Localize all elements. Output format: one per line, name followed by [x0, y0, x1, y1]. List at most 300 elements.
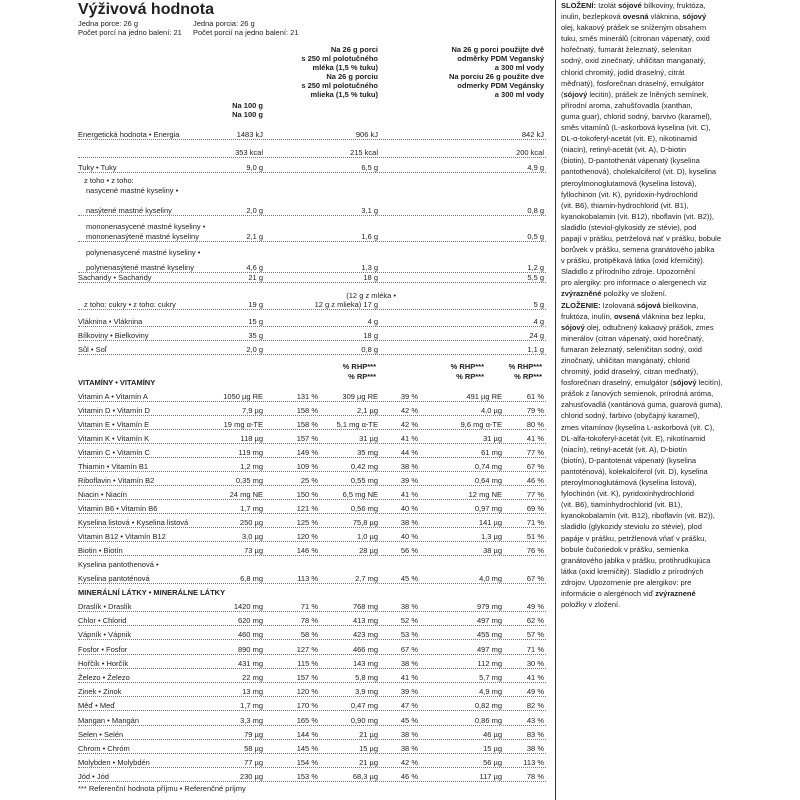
value-milk: (12 g z mléka • [346, 291, 396, 300]
percent-water: 67 % [526, 462, 544, 471]
value-per100: 2,0 g [246, 345, 263, 354]
value-milk: 0,42 mg [350, 462, 378, 471]
value-milk: 1,0 µg [356, 532, 378, 541]
value-milk: 6,5 g [361, 163, 378, 172]
percent-per100: 58 % [300, 630, 318, 640]
nutrition-row [78, 222, 546, 232]
header-water-line: odměrky PDM Veganský [457, 54, 544, 63]
value-milk: 3,9 mg [355, 687, 378, 697]
header-milk-line: Na 26 g porci [330, 45, 378, 54]
row-label: Bílkoviny • Bielkoviny [78, 331, 149, 340]
value-water: 12 mg NE [468, 490, 502, 499]
value-water: 141 µg [478, 518, 502, 527]
count-cz: Počet porcí na jedno balení: 21 [78, 28, 182, 37]
ingredients-line: olej, kakaový prášek se sníženým obsahem [561, 23, 707, 33]
page-title: Výživová hodnota [78, 1, 215, 18]
ingredients-line: pro alergiky: pro informace o alergenech viz [561, 278, 707, 288]
percent-per100: 153 % [296, 772, 318, 782]
percent-milk: 47 % [400, 701, 418, 711]
allergen-highlight: sójový [682, 12, 707, 22]
value-per100: 9,0 g [246, 163, 263, 172]
percent-per100: 109 % [296, 462, 318, 471]
percent-milk: 53 % [400, 630, 418, 640]
header-milk-line: mléka (1,5 % tuku) [312, 63, 378, 72]
percent-per100: 157 % [296, 434, 318, 443]
percent-per100: 144 % [296, 729, 318, 739]
value-water: 112 mg [477, 658, 502, 668]
header-water-line: odmerky PDM Vegánsky [457, 81, 544, 90]
value-per100: 21 g [248, 273, 263, 282]
rhp-header-per100: % RHP*** [508, 362, 542, 371]
value-per100: 1483 kJ [236, 130, 263, 139]
value-per100: 19 g [248, 300, 263, 309]
value-milk: 12 g z mlieka) 17 g [314, 300, 378, 309]
value-per100: 1,2 mg [240, 462, 263, 471]
value-per100: 890 mg [237, 644, 263, 654]
percent-milk: 41 % [400, 434, 418, 443]
rhp-header-water: % RHP*** [450, 362, 484, 371]
percent-milk: 38 % [400, 518, 418, 527]
row-label: Sacharidy • Sacharidy [78, 273, 152, 282]
percent-water: 71 % [526, 644, 544, 654]
rp-header-milk: % RP*** [348, 372, 376, 381]
percent-water: 80 % [526, 420, 544, 429]
percent-water: 71 % [526, 518, 544, 527]
value-water: 117 µg [479, 772, 502, 782]
ingredients-line: bobule čučoriedok v prášku, semienka [561, 544, 689, 554]
ingredients-line: pteroylmonoglutámová (kyselina listová), [561, 478, 697, 488]
value-milk: 6,5 mg NE [342, 490, 378, 499]
row-label: Mangan • Mangán [78, 715, 139, 725]
ingredients-sk [561, 300, 725, 611]
ingredients-line: kyanokobalamín (vit. B12), riboflavín (vit. B2)), [561, 511, 715, 521]
percent-per100: 125 % [296, 518, 318, 527]
value-water: 0,8 g [527, 206, 544, 215]
value-per100: 58 µg [244, 744, 263, 753]
vitamin-row [78, 574, 546, 584]
value-water: 455 mg [476, 630, 502, 640]
percent-per100: 158 % [296, 420, 318, 429]
value-per100: 431 mg [237, 658, 263, 668]
minerals-heading-label: MINERÁLNÍ LÁTKY • MINERÁLNE LÁTKY [78, 588, 226, 597]
row-label: nasycené mastné kyseliny • [86, 186, 179, 195]
value-water: 1,2 g [527, 263, 544, 272]
rp-header-per100: % RP*** [514, 372, 542, 381]
value-milk: 21 µg [359, 729, 378, 739]
ingredients-line: SLOŽENÍ: Izolát sójové bílkoviny, fruktóza, [561, 1, 706, 10]
value-per100: 1,7 mg [240, 701, 263, 711]
value-per100: 22 mg [242, 673, 263, 682]
row-label: Vitamin D • Vitamín D [78, 406, 150, 415]
ingredients-line: pantoténová), kolekalciferol (vit. D), kyselina [561, 466, 708, 476]
vitamin-row [78, 532, 546, 542]
percent-water: 46 % [526, 476, 544, 485]
value-milk: 75,8 µg [352, 518, 378, 527]
percent-water: 83 % [526, 729, 544, 739]
header-per100-cz: Na 100 g [232, 101, 263, 110]
row-label: polynenasycené mastné kyseliny • [86, 248, 201, 257]
mineral-row [78, 701, 546, 711]
ingredients-line: chromitý, jodid draselný, citran meďnatý), [561, 367, 699, 377]
value-per100: 24 mg NE [229, 490, 263, 499]
percent-water: 76 % [526, 546, 544, 555]
value-water: 5,5 g [527, 273, 544, 282]
percent-water: 51 % [526, 532, 544, 541]
vitamin-row [78, 462, 546, 472]
mineral-row [78, 772, 546, 782]
mineral-row [78, 744, 546, 754]
ingredients-line: zinočnatý, uhličitan mangánatý, chlorid [561, 356, 690, 365]
ingredients-line: kyanokobalamin (vit. B12), riboflavin (vit. B2)), [561, 211, 714, 221]
value-water: 4,0 mg [479, 574, 502, 583]
percent-milk: 40 % [400, 504, 418, 513]
percent-per100: 115 % [297, 658, 318, 668]
row-label: Vitamin K • Vitamín K [78, 434, 150, 443]
value-water: 497 mg [476, 616, 502, 626]
portion-sk: Jedna porcia: 26 g [193, 19, 255, 28]
vitamin-row [78, 420, 546, 430]
allergen-highlight: zvýraznené [655, 588, 696, 598]
percent-per100: 127 % [296, 644, 318, 654]
value-per100: 15 g [248, 317, 263, 326]
allergen-highlight: sójový [672, 378, 697, 388]
value-per100: 1050 µg RE [223, 392, 263, 401]
ingredients-line: informácie o alergénoch viď zvýraznené [561, 588, 696, 598]
value-milk: 215 kcal [350, 148, 378, 157]
row-label: Chlor • Chlorid [78, 616, 127, 626]
ingredients-line: zdrojov. Upozornenie pre alergikov: pre [561, 577, 692, 587]
ingredients-line: položky v zložení. [561, 600, 621, 610]
ingredients-line: zahusťovadlá (xantánová guma, guarová guma), [561, 400, 723, 410]
value-per100: 77 µg [244, 758, 263, 768]
ingredients-line: fosforečnan draselný, emulgátor (sójový lecitín), [561, 378, 723, 388]
row-label: Draslík • Draslík [78, 602, 132, 611]
value-water: 4,9 g [527, 163, 544, 172]
value-water: 24 g [529, 331, 544, 340]
ingredients-line: zvýrazněné položky ve složení. [561, 289, 667, 299]
ingredients-line: (biotín), D-pantotenát vápenatý (kyselina [561, 455, 697, 465]
header-water [449, 45, 544, 99]
mineral-row [78, 673, 546, 683]
nutrition-row [78, 300, 546, 310]
value-milk: 15 µg [359, 744, 378, 753]
value-per100: 620 mg [237, 616, 263, 626]
row-label: Selen • Selén [78, 729, 124, 739]
vitamin-row [78, 518, 546, 528]
value-milk: 768 mg [352, 602, 378, 611]
row-label: Chrom • Chróm [78, 744, 130, 753]
ingredients-line: v prášku, protipěkavá látka (oxid křemičitý). [561, 256, 705, 266]
percent-milk: 56 % [400, 546, 418, 555]
percent-per100: 120 % [296, 532, 318, 541]
ingredients-line: DL-α-tokoferyl-acetát (vit. E), nikotinamid [561, 134, 698, 144]
ingredients-line: guma guar), chlorid sodný, barvivo (karamel), [561, 111, 712, 121]
value-per100: 35 g [248, 331, 263, 340]
ingredients-line: DL-alfa-tokoferyl-acetát (vit. E), nikotínamid [561, 433, 706, 443]
percent-water: 49 % [526, 687, 544, 697]
ingredients-line: prášok z ľanových semienok, prírodná aróma, [561, 389, 714, 399]
ingredients-line: borůvek v prášku, semena granátového jablka [561, 245, 715, 255]
header-per100 [232, 101, 263, 119]
vitamin-row [78, 546, 546, 556]
row-label: Zinek • Zinok [78, 687, 122, 697]
allergen-highlight: zvýrazněné [561, 289, 602, 299]
nutrition-row [78, 163, 546, 173]
value-milk: 0,47 mg [350, 701, 378, 711]
ingredients-line: zmes vitamínov (kyselina L-askorbová (vit. C), [561, 422, 715, 432]
ingredients-line: Sladidlo z přírodního zdroje. Upozornění [561, 267, 696, 277]
nutrition-row [78, 317, 546, 327]
value-milk: 2,1 µg [356, 406, 378, 415]
count-sk: Počet porcií na jedno balení: 21 [193, 28, 299, 37]
value-per100: 79 µg [244, 729, 263, 739]
row-label: nasýtené mastné kyseliny [86, 206, 172, 215]
portion-cz: Jedna porce: 26 g [78, 19, 139, 28]
row-label: Železo • Železo [78, 673, 130, 682]
header-water-line: Na porciu 26 g použite dve [448, 72, 544, 81]
allergen-highlight: SLOŽENÍ: [561, 1, 596, 10]
allergen-highlight: ZLOŽENIE: [561, 300, 601, 310]
row-label: Sůl • Soľ [78, 345, 107, 354]
vitamin-row [78, 406, 546, 416]
row-label: Fosfor • Fosfor [78, 644, 128, 654]
value-water: 56 µg [483, 758, 502, 768]
percent-milk: 46 % [400, 772, 418, 782]
ingredients-cz [561, 0, 725, 300]
vitamin-row [78, 504, 546, 514]
ingredients-line: fumaran železnatý, seleničitan sodný, oxid [561, 344, 702, 354]
vitamin-row [78, 448, 546, 458]
percent-per100: 170 % [296, 701, 318, 711]
row-label: Kyselina listová • Kyselina listová [78, 518, 189, 527]
ingredients-line: směs vitamínů (L-askorbová kyselina (vit. C), [561, 123, 711, 133]
value-milk: 413 mg [352, 616, 378, 626]
rp-header-water: % RP*** [456, 372, 484, 381]
percent-per100: 113 % [297, 574, 318, 583]
value-water: 5,7 mg [479, 673, 502, 682]
row-label: Vláknina • Vláknina [78, 317, 143, 326]
value-per100: 2,1 g [246, 232, 263, 241]
vitamin-row [78, 476, 546, 486]
row-label: Tuky • Tuky [78, 163, 117, 172]
ingredients-line: sladidlo (glykozidy steviolu zo stévie), plod [561, 522, 702, 532]
row-label: Energetická hodnota • Energia [78, 130, 180, 139]
value-water: 200 kcal [516, 148, 544, 157]
mineral-row [78, 630, 546, 640]
ingredients-line: sladidlo (steviol-glykosidy ze stévie), pod [561, 222, 697, 232]
value-per100: 6,8 mg [240, 574, 263, 583]
row-label: mononenasycené mastné kyseliny • [86, 222, 206, 231]
value-water: 1,3 µg [480, 532, 502, 541]
row-label: Niacin • Niacín [78, 490, 127, 499]
row-label: Jód • Jód [78, 772, 109, 782]
ingredients-line: fyllochinon (vit. K), pyridoxin-hydrochlorid [561, 189, 698, 199]
percent-milk: 42 % [400, 420, 418, 429]
ingredients-line: (vit. B6), thiamin-hydrochlorid (vit. B1), [561, 200, 689, 210]
nutrition-row [78, 331, 546, 341]
ingredients-line: fruktóza, inulín, ovsená vláknina bez lepku, [561, 311, 706, 321]
percent-per100: 71 % [300, 602, 318, 611]
row-label: Vitamin A • Vitamín A [78, 392, 148, 401]
vitamin-row [78, 490, 546, 500]
percent-per100: 120 % [296, 687, 318, 697]
header-milk-line: mlieka (1,5 % tuku) [310, 90, 378, 99]
value-water: 0,97 mg [474, 504, 502, 513]
ingredients-line: (sójový lecitin), prášek ze lněných semínek, [561, 89, 709, 99]
nutrition-row [78, 345, 546, 355]
value-water: 842 kJ [521, 130, 544, 139]
mineral-row [78, 616, 546, 626]
value-milk: 309 µg RE [342, 392, 378, 401]
mineral-row [78, 659, 546, 669]
row-label: Měď • Meď [78, 701, 115, 711]
header-water-line: Na 26 g porci použijte dvě [451, 45, 544, 54]
value-milk: 466 mg [352, 644, 378, 654]
nutrition-row [78, 248, 546, 258]
row-label: polynenasýtené mastné kyseliny [86, 263, 194, 272]
percent-milk: 39 % [400, 476, 418, 485]
value-per100: 1420 mg [233, 602, 263, 611]
percent-water: 41 % [526, 673, 544, 682]
header-per100-sk: Na 100 g [232, 110, 263, 119]
value-milk: 0,56 mg [350, 504, 378, 513]
percent-water: 69 % [526, 504, 544, 513]
percent-milk: 52 % [400, 616, 418, 626]
percent-water: 57 % [526, 630, 544, 640]
value-per100: 13 mg [242, 687, 263, 697]
percent-water: 62 % [526, 616, 544, 626]
footnote: *** Referenční hodnota příjmu • Referenčné príjmy [78, 784, 246, 793]
value-water: 1,1 g [527, 345, 544, 354]
percent-per100: 157 % [296, 673, 318, 682]
percent-water: 41 % [526, 434, 544, 443]
ingredients-line: hořečnatý, fumarát železnatý, selenitan [561, 45, 692, 55]
percent-milk: 42 % [400, 406, 418, 415]
value-milk: 31 µg [359, 434, 378, 443]
percent-milk: 39 % [400, 687, 418, 697]
value-milk: 1,3 g [361, 263, 378, 272]
nutrition-row [78, 273, 546, 283]
ingredients-line: inulin, bezlepková ovesná vláknina, sójový [561, 12, 707, 22]
ingredients-line: měďnatý), fosforečnan draselný, emulgátor [561, 78, 705, 88]
percent-water: 79 % [526, 406, 544, 415]
nutrition-row [78, 232, 546, 242]
value-water: 4,9 mg [479, 687, 502, 697]
value-milk: 0,8 g [361, 345, 378, 354]
percent-milk: 38 % [400, 744, 418, 753]
ingredients-line: (niacin), retinyl-acetát (vit. A), D-biotin [561, 145, 687, 155]
value-water: 9,6 mg α-TE [460, 420, 502, 429]
value-milk: 5,1 mg α-TE [336, 420, 378, 429]
ingredients-line: (vit. B6), tiamínhydrochlorid (vit. B1), [561, 500, 683, 510]
percent-per100: 149 % [296, 448, 318, 457]
vitamins-heading-label: VITAMÍNY • VITAMÍNY [78, 378, 156, 387]
percent-water: 113 % [523, 758, 544, 768]
value-per100: 2,0 g [246, 206, 263, 215]
row-label: Vitamin B12 • Vitamín B12 [78, 532, 166, 541]
ingredients-line: minerálov (citran vápenatý, oxid horečnatý, [561, 333, 704, 343]
value-milk: 0,90 mg [350, 715, 378, 725]
percent-milk: 44 % [400, 448, 418, 457]
percent-per100: 78 % [300, 616, 318, 626]
mineral-row [78, 687, 546, 697]
row-label: Kyselina pantothenová • [78, 560, 159, 569]
value-per100: 118 µg [240, 434, 263, 443]
percent-milk: 38 % [400, 462, 418, 471]
value-per100: 250 µg [239, 518, 263, 527]
percent-milk: 67 % [400, 644, 418, 654]
percent-milk: 45 % [400, 715, 418, 725]
value-per100: 353 kcal [235, 148, 263, 157]
row-label: z toho • z toho: [84, 176, 134, 185]
serving-info [78, 19, 546, 47]
allergen-highlight: sójová [636, 300, 661, 310]
vitamin-row [78, 392, 546, 402]
percent-water: 30 % [526, 658, 544, 668]
nutrition-row [78, 186, 546, 196]
percent-water: 82 % [526, 701, 544, 711]
ingredients-line: granátového jablka v prášku, protihrudkujúca [561, 555, 711, 565]
percent-water: 49 % [526, 602, 544, 611]
value-milk: 143 mg [352, 658, 378, 668]
nutrition-row [78, 176, 546, 186]
value-milk: 21 µg [359, 758, 378, 768]
value-milk: 4 g [367, 317, 378, 326]
value-per100: 1,7 mg [240, 504, 263, 513]
nutrition-row [78, 206, 546, 216]
percent-milk: 41 % [400, 490, 418, 499]
value-milk: 3,1 g [361, 206, 378, 215]
value-per100: 119 mg [238, 448, 263, 457]
percent-per100: 145 % [296, 744, 318, 753]
value-milk: 2,7 mg [355, 574, 378, 583]
header-water-line: a 300 ml vody [494, 90, 544, 99]
value-water: 46 µg [483, 729, 502, 739]
allergen-highlight: sójové [618, 1, 642, 10]
header-milk-line: Na 26 g porciu [326, 72, 378, 81]
value-water: 0,5 g [527, 232, 544, 241]
value-water: 38 µg [483, 546, 502, 555]
row-label: Kyselina pantoténová [78, 574, 150, 583]
header-milk [301, 45, 378, 99]
row-label: Biotin • Biotín [78, 546, 123, 555]
allergen-highlight: sójový [561, 322, 585, 332]
value-per100: 3,0 µg [241, 532, 263, 541]
value-per100: 230 µg [239, 772, 263, 782]
ingredients-line: (niacín), retinyl-acetát (vit. A), D-biotín [561, 444, 687, 454]
percent-milk: 38 % [400, 658, 418, 668]
header-water-line: a 300 ml vody [494, 63, 544, 72]
value-per100: 73 µg [244, 546, 263, 555]
vitamin-row [78, 434, 546, 444]
percent-milk: 45 % [400, 574, 418, 583]
percent-per100: 25 % [300, 476, 318, 485]
mineral-row [78, 730, 546, 740]
row-label: Riboflavin • Vitamín B2 [78, 476, 155, 485]
ingredients-line: ZLOŽENIE: Izolovaná sójová bielkovina, [561, 300, 699, 310]
mineral-row [78, 758, 546, 768]
value-water: 4,0 µg [480, 406, 502, 415]
row-label: Thiamin • Vitamín B1 [78, 462, 149, 471]
value-milk: 28 µg [359, 546, 378, 555]
value-water: 4 g [533, 317, 544, 326]
ingredients-line: tuku, směs minerálů (citronan vápenatý, oxid [561, 34, 710, 44]
row-label: z toho: cukry • z toho: cukry [84, 300, 176, 309]
value-per100: 7,9 µg [241, 406, 263, 415]
value-water: 0,74 mg [474, 462, 502, 471]
percent-per100: 165 % [296, 715, 318, 725]
row-label: Molybden • Molybdén [78, 758, 150, 768]
